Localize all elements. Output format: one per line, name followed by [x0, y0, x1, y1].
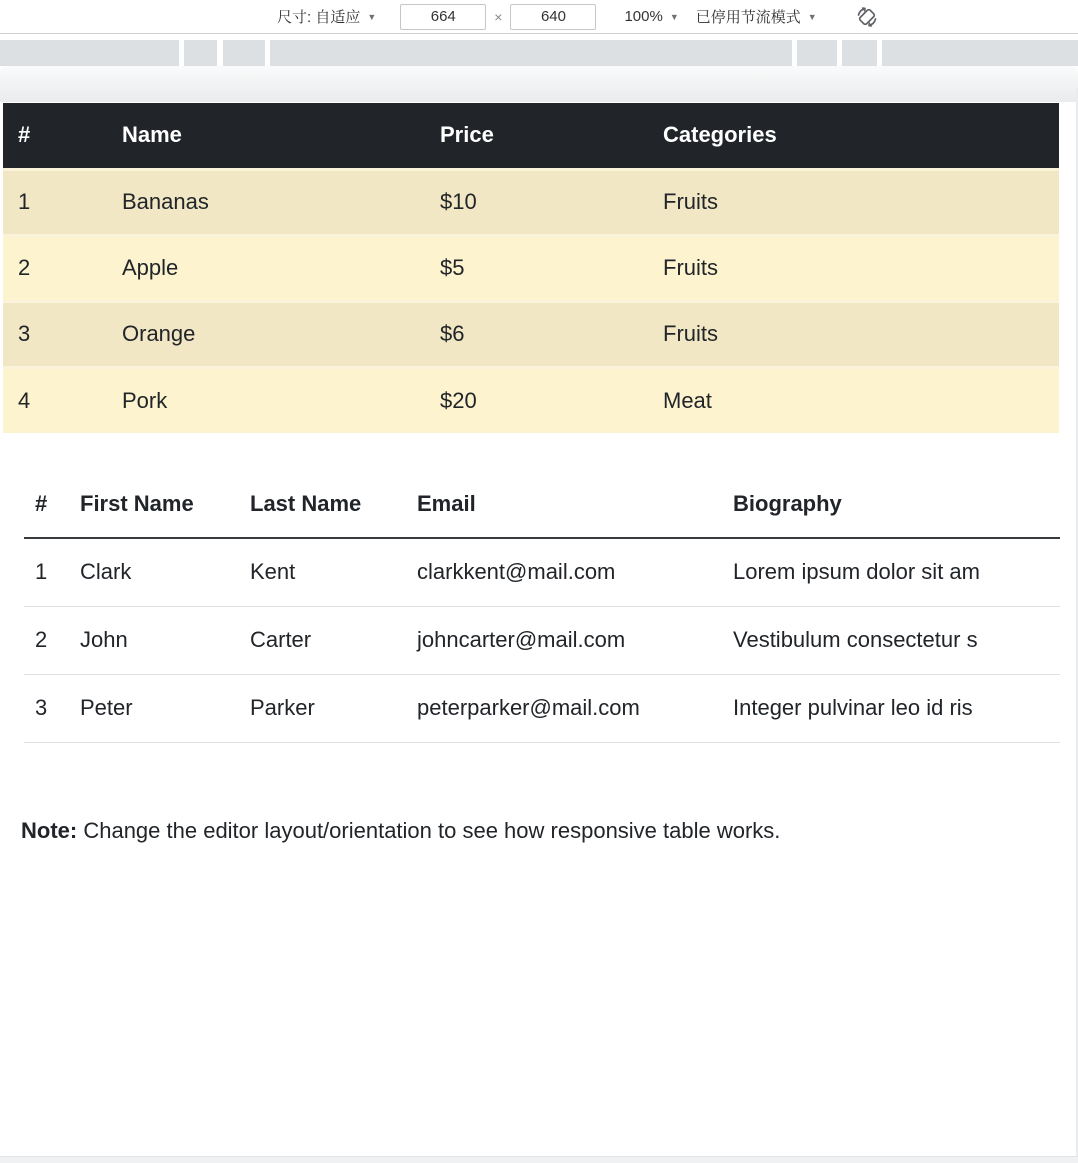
column-header-categories: Categories — [648, 103, 1059, 169]
table-cell: 2 — [24, 606, 69, 674]
table-cell: Lorem ipsum dolor sit am — [722, 538, 1060, 606]
column-header-index: # — [3, 103, 107, 169]
table-cell: Pork — [107, 367, 425, 433]
viewport-height-input[interactable] — [510, 4, 596, 30]
table-cell: Peter — [69, 674, 239, 742]
table-cell: Fruits — [648, 301, 1059, 367]
table-row — [24, 538, 1060, 606]
table-cell: $5 — [425, 235, 648, 301]
column-header-name: Name — [107, 103, 425, 169]
viewport-width-input[interactable] — [400, 4, 486, 30]
device-toolbar — [0, 0, 1078, 34]
table-cell: johncarter@mail.com — [406, 606, 722, 674]
column-header-first-name: First Name — [69, 470, 239, 538]
bottom-status-strip — [0, 1156, 1078, 1163]
note-text — [21, 818, 780, 844]
table-cell: 1 — [24, 538, 69, 606]
column-header-index: # — [24, 470, 69, 538]
chrome-segment — [842, 40, 877, 66]
table-cell: Kent — [239, 538, 406, 606]
table-row — [3, 169, 1059, 235]
table-cell: Orange — [107, 301, 425, 367]
table-cell: Bananas — [107, 169, 425, 235]
chevron-down-icon: ▼ — [669, 11, 679, 22]
dimensions-dropdown[interactable] — [277, 6, 376, 27]
table-row — [3, 235, 1059, 301]
rotate-device-button[interactable] — [855, 5, 879, 29]
table-cell: peterparker@mail.com — [406, 674, 722, 742]
column-header-price: Price — [425, 103, 648, 169]
chrome-segment — [797, 40, 837, 66]
products-table — [3, 103, 1059, 433]
table-cell: Fruits — [648, 235, 1059, 301]
multiply-icon: × — [494, 8, 503, 25]
table-cell: $20 — [425, 367, 648, 433]
table-cell: John — [69, 606, 239, 674]
table-cell: $6 — [425, 301, 648, 367]
table-row — [3, 367, 1059, 433]
chevron-down-icon: ▼ — [807, 11, 817, 22]
column-header-email: Email — [406, 470, 722, 538]
table-row — [24, 674, 1060, 742]
zoom-dropdown[interactable] — [624, 8, 678, 25]
throttling-label: 已停用节流模式 — [695, 9, 801, 26]
table-cell: 3 — [24, 674, 69, 742]
table-cell: Apple — [107, 235, 425, 301]
chrome-segment — [270, 40, 792, 66]
page-top-gradient — [0, 66, 1078, 102]
table-cell: Integer pulvinar leo id ris — [722, 674, 1060, 742]
people-table — [24, 470, 1060, 743]
column-header-biography: Biography — [722, 470, 1060, 538]
table-cell: 1 — [3, 169, 107, 235]
table-cell: Parker — [239, 674, 406, 742]
chrome-segment — [882, 40, 1078, 66]
rotate-device-icon — [855, 5, 879, 29]
chrome-segment — [0, 40, 179, 66]
table-cell: $10 — [425, 169, 648, 235]
browser-chrome-strip — [0, 40, 1078, 66]
table-cell: Carter — [239, 606, 406, 674]
table-cell: Clark — [69, 538, 239, 606]
chrome-segment — [223, 40, 265, 66]
emulated-page-viewport — [0, 102, 1060, 1156]
zoom-level-label: 100% — [624, 8, 663, 25]
note-label: Note: — [21, 818, 78, 843]
table-cell: Vestibulum consectetur s — [722, 606, 1060, 674]
table-cell: clarkkent@mail.com — [406, 538, 722, 606]
table-cell: 4 — [3, 367, 107, 433]
chrome-segment — [184, 40, 217, 66]
table-row — [24, 606, 1060, 674]
dimensions-label: 尺寸: 自适应 — [277, 9, 361, 26]
table-row — [3, 301, 1059, 367]
table-cell: Meat — [648, 367, 1059, 433]
throttling-dropdown[interactable] — [696, 6, 817, 27]
chevron-down-icon: ▼ — [367, 11, 377, 22]
products-header-row — [3, 103, 1059, 169]
note-body: Change the editor layout/orientation to see how responsive table works. — [77, 818, 781, 843]
table-cell: Fruits — [648, 169, 1059, 235]
people-header-row — [24, 470, 1060, 538]
table-cell: 2 — [3, 235, 107, 301]
table-cell: 3 — [3, 301, 107, 367]
column-header-last-name: Last Name — [239, 470, 406, 538]
